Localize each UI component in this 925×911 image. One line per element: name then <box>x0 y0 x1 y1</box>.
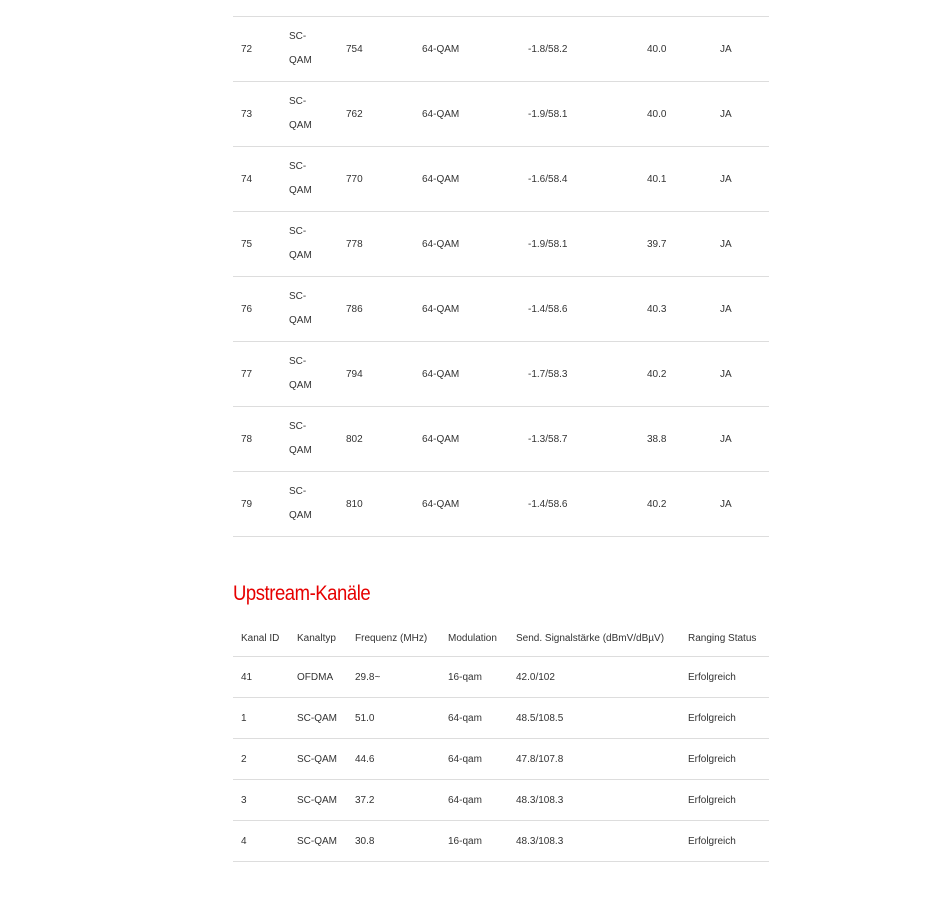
snr: 39.7 <box>647 238 667 250</box>
channel-id: 1 <box>241 712 247 724</box>
modulation: 64-QAM <box>422 43 460 55</box>
ranging-status: Erfolgreich <box>688 671 736 683</box>
upstream-table <box>233 620 769 862</box>
locked-status: JA <box>720 303 732 315</box>
modulation: 64-qam <box>448 794 482 806</box>
frequency: 762 <box>346 108 363 120</box>
transmit-power: 48.5/108.5 <box>516 712 564 724</box>
table-row <box>233 407 769 472</box>
header-frequenz: Frequenz (MHz) <box>355 632 428 644</box>
snr: 40.2 <box>647 498 667 510</box>
locked-status: JA <box>720 173 732 185</box>
modulation: 64-QAM <box>422 498 460 510</box>
upstream-title: Upstream-Kanäle <box>233 582 371 605</box>
locked-status: JA <box>720 108 732 120</box>
channel-id: 74 <box>241 173 253 185</box>
frequency: 810 <box>346 498 363 510</box>
frequency: 770 <box>346 173 363 185</box>
modulation: 64-QAM <box>422 368 460 380</box>
channel-type: SC-​QAM <box>289 96 312 131</box>
modulation: 16-qam <box>448 835 482 847</box>
power-level: -1.3/58.7 <box>528 433 568 445</box>
snr: 40.0 <box>647 108 667 120</box>
table-row <box>233 472 769 537</box>
channel-id: 41 <box>241 671 253 683</box>
downstream-table <box>233 16 769 537</box>
modulation: 16-qam <box>448 671 482 683</box>
snr: 40.2 <box>647 368 667 380</box>
power-level: -1.6/58.4 <box>528 173 568 185</box>
frequency: 44.6 <box>355 753 375 765</box>
frequency: 51.0 <box>355 712 375 724</box>
channel-type: SC-​QAM <box>289 356 312 391</box>
frequency: 30.8 <box>355 835 375 847</box>
table-row <box>233 657 769 698</box>
table-row <box>233 277 769 342</box>
header-modulation: Modulation <box>448 632 497 644</box>
table-row <box>233 212 769 277</box>
locked-status: JA <box>720 238 732 250</box>
ranging-status: Erfolgreich <box>688 794 736 806</box>
table-row <box>233 780 769 821</box>
modulation: 64-QAM <box>422 173 460 185</box>
channel-type: SC-QAM <box>297 712 337 724</box>
locked-status: JA <box>720 498 732 510</box>
channel-type: SC-​QAM <box>289 421 312 456</box>
locked-status: JA <box>720 433 732 445</box>
frequency: 786 <box>346 303 363 315</box>
channel-type: SC-​QAM <box>289 226 312 261</box>
header-kanal-id: Kanal ID <box>241 632 280 644</box>
upstream-header-row <box>233 620 769 657</box>
channel-type: SC-​QAM <box>289 486 312 521</box>
locked-status: JA <box>720 368 732 380</box>
frequency: 778 <box>346 238 363 250</box>
channel-type: SC-​QAM <box>289 161 312 196</box>
table-row <box>233 147 769 212</box>
frequency: 754 <box>346 43 363 55</box>
transmit-power: 42.0/102 <box>516 671 555 683</box>
table-row <box>233 342 769 407</box>
channel-id: 77 <box>241 368 253 380</box>
ranging-status: Erfolgreich <box>688 753 736 765</box>
ranging-status: Erfolgreich <box>688 835 736 847</box>
transmit-power: 47.8/107.8 <box>516 753 564 765</box>
power-level: -1.4/58.6 <box>528 498 568 510</box>
frequency: 37.2 <box>355 794 375 806</box>
channel-id: 78 <box>241 433 253 445</box>
table-row <box>233 821 769 862</box>
channel-id: 3 <box>241 794 247 806</box>
modulation: 64-qam <box>448 712 482 724</box>
channel-type: SC-QAM <box>297 835 337 847</box>
power-level: -1.9/58.1 <box>528 108 568 120</box>
channel-type: SC-QAM <box>297 794 337 806</box>
frequency: 794 <box>346 368 363 380</box>
modulation: 64-QAM <box>422 433 460 445</box>
snr: 40.0 <box>647 43 667 55</box>
power-level: -1.4/58.6 <box>528 303 568 315</box>
header-kanaltyp: Kanaltyp <box>297 632 336 644</box>
frequency: 802 <box>346 433 363 445</box>
channel-id: 76 <box>241 303 253 315</box>
table-row <box>233 82 769 147</box>
channel-id: 72 <box>241 43 253 55</box>
transmit-power: 48.3/108.3 <box>516 794 564 806</box>
channel-id: 73 <box>241 108 253 120</box>
table-row <box>233 739 769 780</box>
power-level: -1.9/58.1 <box>528 238 568 250</box>
frequency: 29.8~ <box>355 671 381 683</box>
channel-type: SC-​QAM <box>289 291 312 326</box>
snr: 40.3 <box>647 303 667 315</box>
header-ranging-status: Ranging Status <box>688 632 757 644</box>
channel-type: SC-QAM <box>297 753 337 765</box>
power-level: -1.7/58.3 <box>528 368 568 380</box>
table-row <box>233 698 769 739</box>
channel-type: SC-​QAM <box>289 31 312 66</box>
channel-id: 2 <box>241 753 247 765</box>
snr: 38.8 <box>647 433 667 445</box>
snr: 40.1 <box>647 173 667 185</box>
modulation: 64-qam <box>448 753 482 765</box>
channel-id: 4 <box>241 835 247 847</box>
channel-id: 79 <box>241 498 253 510</box>
locked-status: JA <box>720 43 732 55</box>
transmit-power: 48.3/108.3 <box>516 835 564 847</box>
channel-id: 75 <box>241 238 253 250</box>
power-level: -1.8/58.2 <box>528 43 568 55</box>
table-row <box>233 17 769 82</box>
header-signalstaerke: Send. Signalstärke (dBmV/dBµV) <box>516 632 665 644</box>
modulation: 64-QAM <box>422 108 460 120</box>
modulation: 64-QAM <box>422 303 460 315</box>
channel-type: OFDMA <box>297 671 334 683</box>
ranging-status: Erfolgreich <box>688 712 736 724</box>
modulation: 64-QAM <box>422 238 460 250</box>
